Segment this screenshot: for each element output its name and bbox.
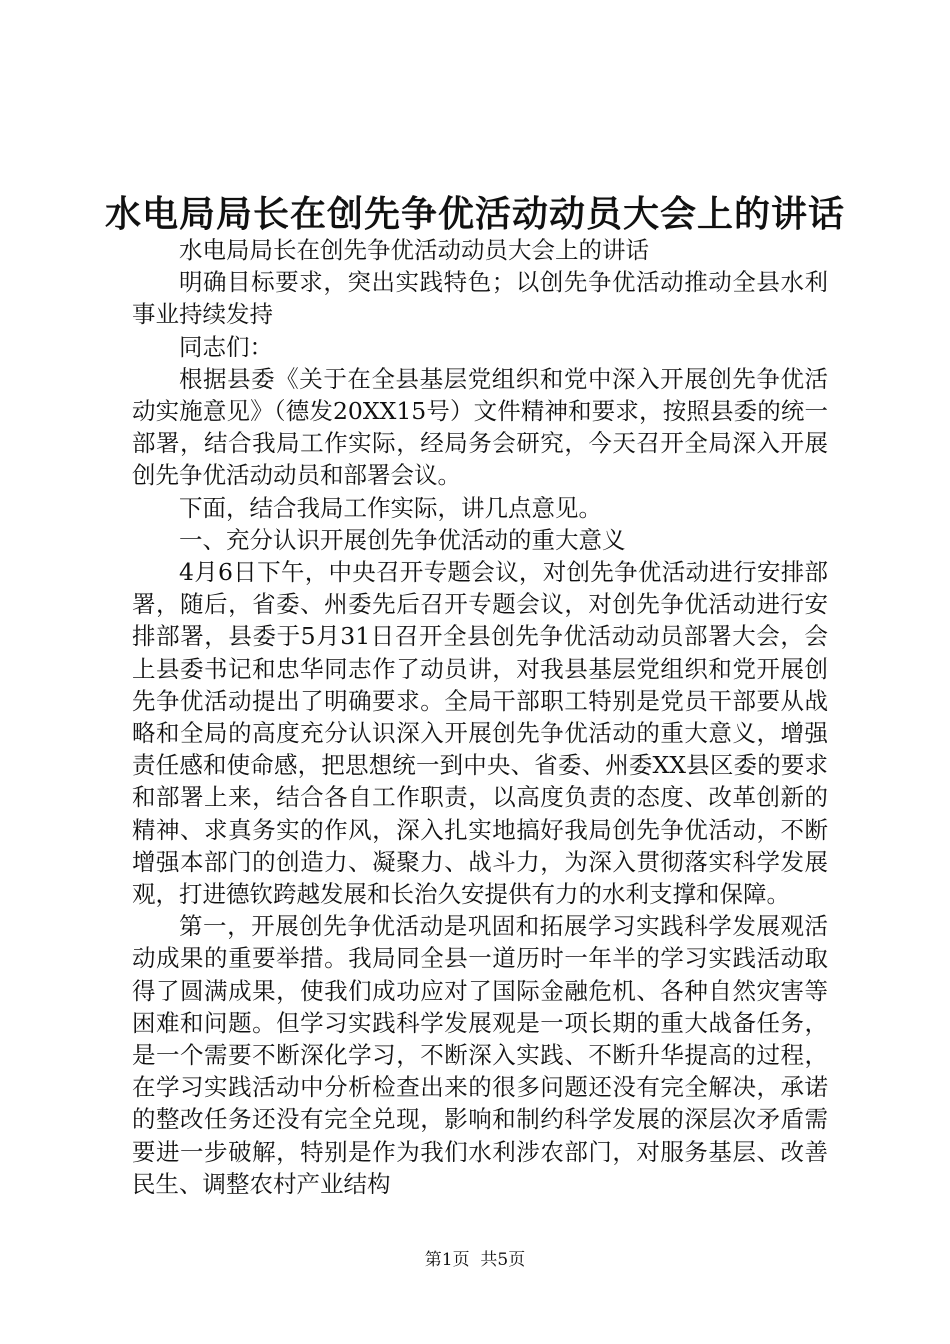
paragraph-subtitle: 明确目标要求，突出实践特色；以创先争优活动推动全县水利事业持续发持 (132, 268, 828, 329)
paragraph-background: 4月6日下午，中央召开专题会议，对创先争优活动进行安排部署，随后，省委、州委先后召开专题会议，对创先争优活动进行安排部署，县委于5月31日召开全县创先争优活动动员部署大会，会上县委书记和忠华同志作了动员讲，对我县基层党组织和党开展创先争优活动提出了明确要求。全局干部职工特别是党员干部要从战略和全局的高度充分认识深入开展创先争优活动的重大意义，增强责任感和使命感，把思想统一到中央、省委、州委XX县区委的要求和部署上来，结合各自工作职责，以高度负责的态度、改革创新的精神、求真务实的作风，深入扎实地搞好我局创先争优活动，不断增强本部门的创造力、凝聚力、战斗力，为深入贯彻落实科学发展观，打进德钦跨越发展和长治久安提供有力的水利支撑和保障。 (132, 558, 828, 909)
paragraph-salutation: 同志们： (179, 332, 273, 361)
document-body (132, 234, 828, 1200)
paragraph-point-one: 第一，开展创先争优活动是巩固和拓展学习实践科学发展观活动成果的重要举措。我局同全县一道历时一年半的学习实践活动取得了圆满成果，使我们成功应对了国际金融危机、各种自然灾害等困难和问题。但学习实践科学发展观是一项长期的重大战备任务，是一个需要不断深化学习，不断深入实践、不断升华提高的过程，在学习实践活动中分析检查出来的很多问题还没有完全解决，承诺的整改任务还没有完全兑现，影响和制约科学发展的深层次矛盾需要进一步破解，特别是作为我们水利涉农部门，对服务基层、改善民生、调整农村产业结构 (132, 912, 828, 1198)
page-number-footer: 第1页 共5页 (424, 1250, 526, 1270)
paragraph-intro: 根据县委《关于在全县基层党组织和党中深入开展创先争优活动实施意见》（德发20XX15号）文件精神和要求，按照县委的统一部署，结合我局工作实际，经局务会研究，今天召开全局深入开展创先争优活动动员和部署会议。 (132, 364, 828, 490)
paragraph-repeated-title: 水电局局长在创先争优活动动员大会上的讲话 (179, 236, 649, 264)
paragraph-transition: 下面，结合我局工作实际，讲几点意见。 (179, 493, 602, 522)
section-heading-one: 一、充分认识开展创先争优活动的重大意义 (179, 525, 626, 554)
document-title: 水电局局长在创先争优活动动员大会上的讲话 (104, 193, 845, 235)
